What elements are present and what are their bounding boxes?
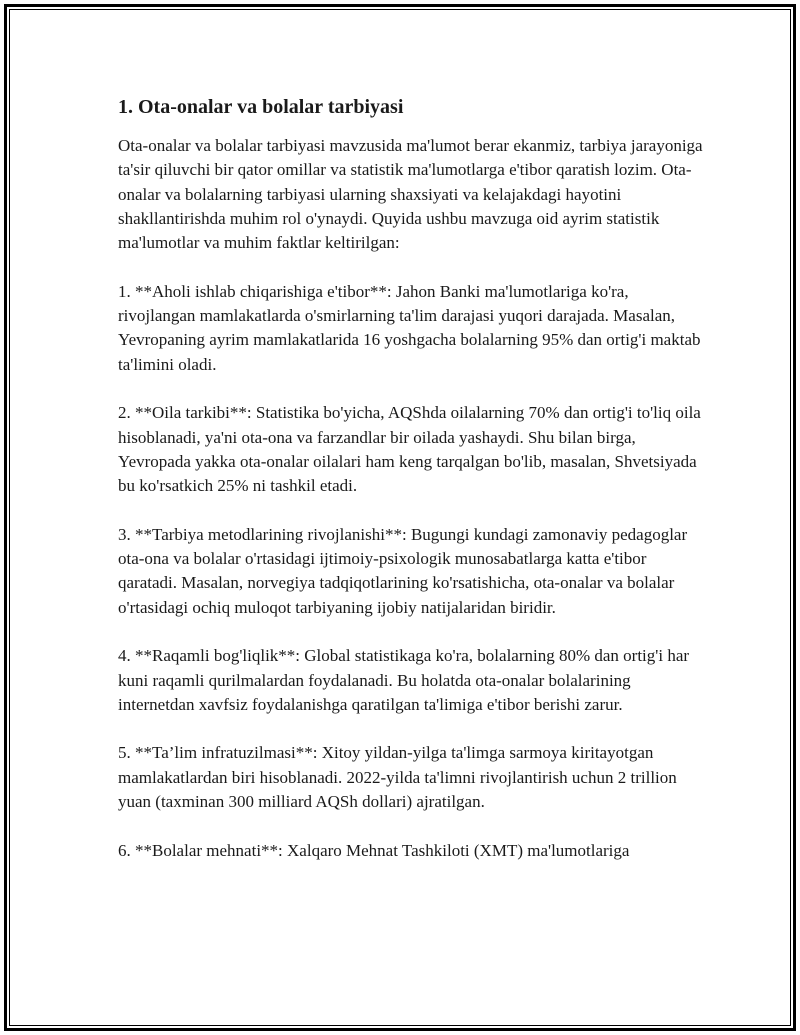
section-heading: 1. Ota-onalar va bolalar tarbiyasi xyxy=(118,96,404,118)
point-4-paragraph: 4. **Raqamli bog'liqlik**: Global statistikaga ko'ra, bolalarning 80% dan ortig'i har kuni raqamli qurilmalardan foydalanadi. Bu holatda ota-onalar bolalarining internetdan xavfsiz foydalanishga qaratilgan ta'limiga e'tibor berishi zarur. xyxy=(118,646,690,714)
point-2-paragraph: 2. **Oila tarkibi**: Statistika bo'yicha, AQShda oilalarning 70% dan ortig'i to'liq oila hisoblanadi, ya'ni ota-ona va farzandlar bir oilada yashaydi. Shu bilan birga, Yevropada yakka ota-onalar oilalari ham keng tarqalgan bo'lib, masalan, Shvetsiyada bu ko'rsatkich 25% ni tashkil etadi. xyxy=(118,403,701,496)
point-5-paragraph: 5. **Ta’lim infratuzilmasi**: Xitoy yildan-yilga ta'limga sarmoya kiritayotgan mamlakatlardan biri hisoblanadi. 2022-yilda ta'limni rivojlantirish uchun 2 trillion yuan (taxminan 300 milliard AQSh dollari) ajratilgan. xyxy=(118,743,677,812)
intro-paragraph: Ota-onalar va bolalar tarbiyasi mavzusida ma'lumot berar ekanmiz, tarbiya jarayoniga ta'sir qiluvchi bir qator omillar va statistik ma'lumotlarga e'tibor qaratish lozim. Ota-onalar va bolalarning tarbiyasi ularning shaxsiyati va kelajakdagi hayotini shakllantirishda muhim rol o'ynaydi. Quyida ushbu mavzuga oid ayrim statistik ma'lumotlar va muhim faktlar keltirilgan: xyxy=(118,136,703,253)
point-3-paragraph: 3. **Tarbiya metodlarining rivojlanishi**: Bugungi kundagi zamonaviy pedagoglar ota-ona va bolalar o'rtasidagi ijtimoiy-psixologik munosabatlarga katta e'tibor qaratadi. Masalan, norvegiya tadqiqotlarining ko'rsatishicha, ota-onalar va bolalar o'rtasidagi ochiq muloqot tarbiyaning ijobiy natijalaridan biridir. xyxy=(118,524,688,617)
point-6-paragraph: 6. **Bolalar mehnati**: Xalqaro Mehnat Tashkiloti (XMT) ma'lumotlariga xyxy=(118,840,630,860)
point-1-paragraph: 1. **Aholi ishlab chiqarishiga e'tibor**: Jahon Banki ma'lumotlariga ko'ra, rivojlangan mamlakatlarda o'smirlarning ta'lim darajasi yuqori darajada. Masalan, Yevropaning ayrim mamlakatlarida 16 yoshgacha bolalarning 95% dan ortig'i maktab ta'limini oladi. xyxy=(118,281,701,374)
document-body xyxy=(118,94,708,887)
